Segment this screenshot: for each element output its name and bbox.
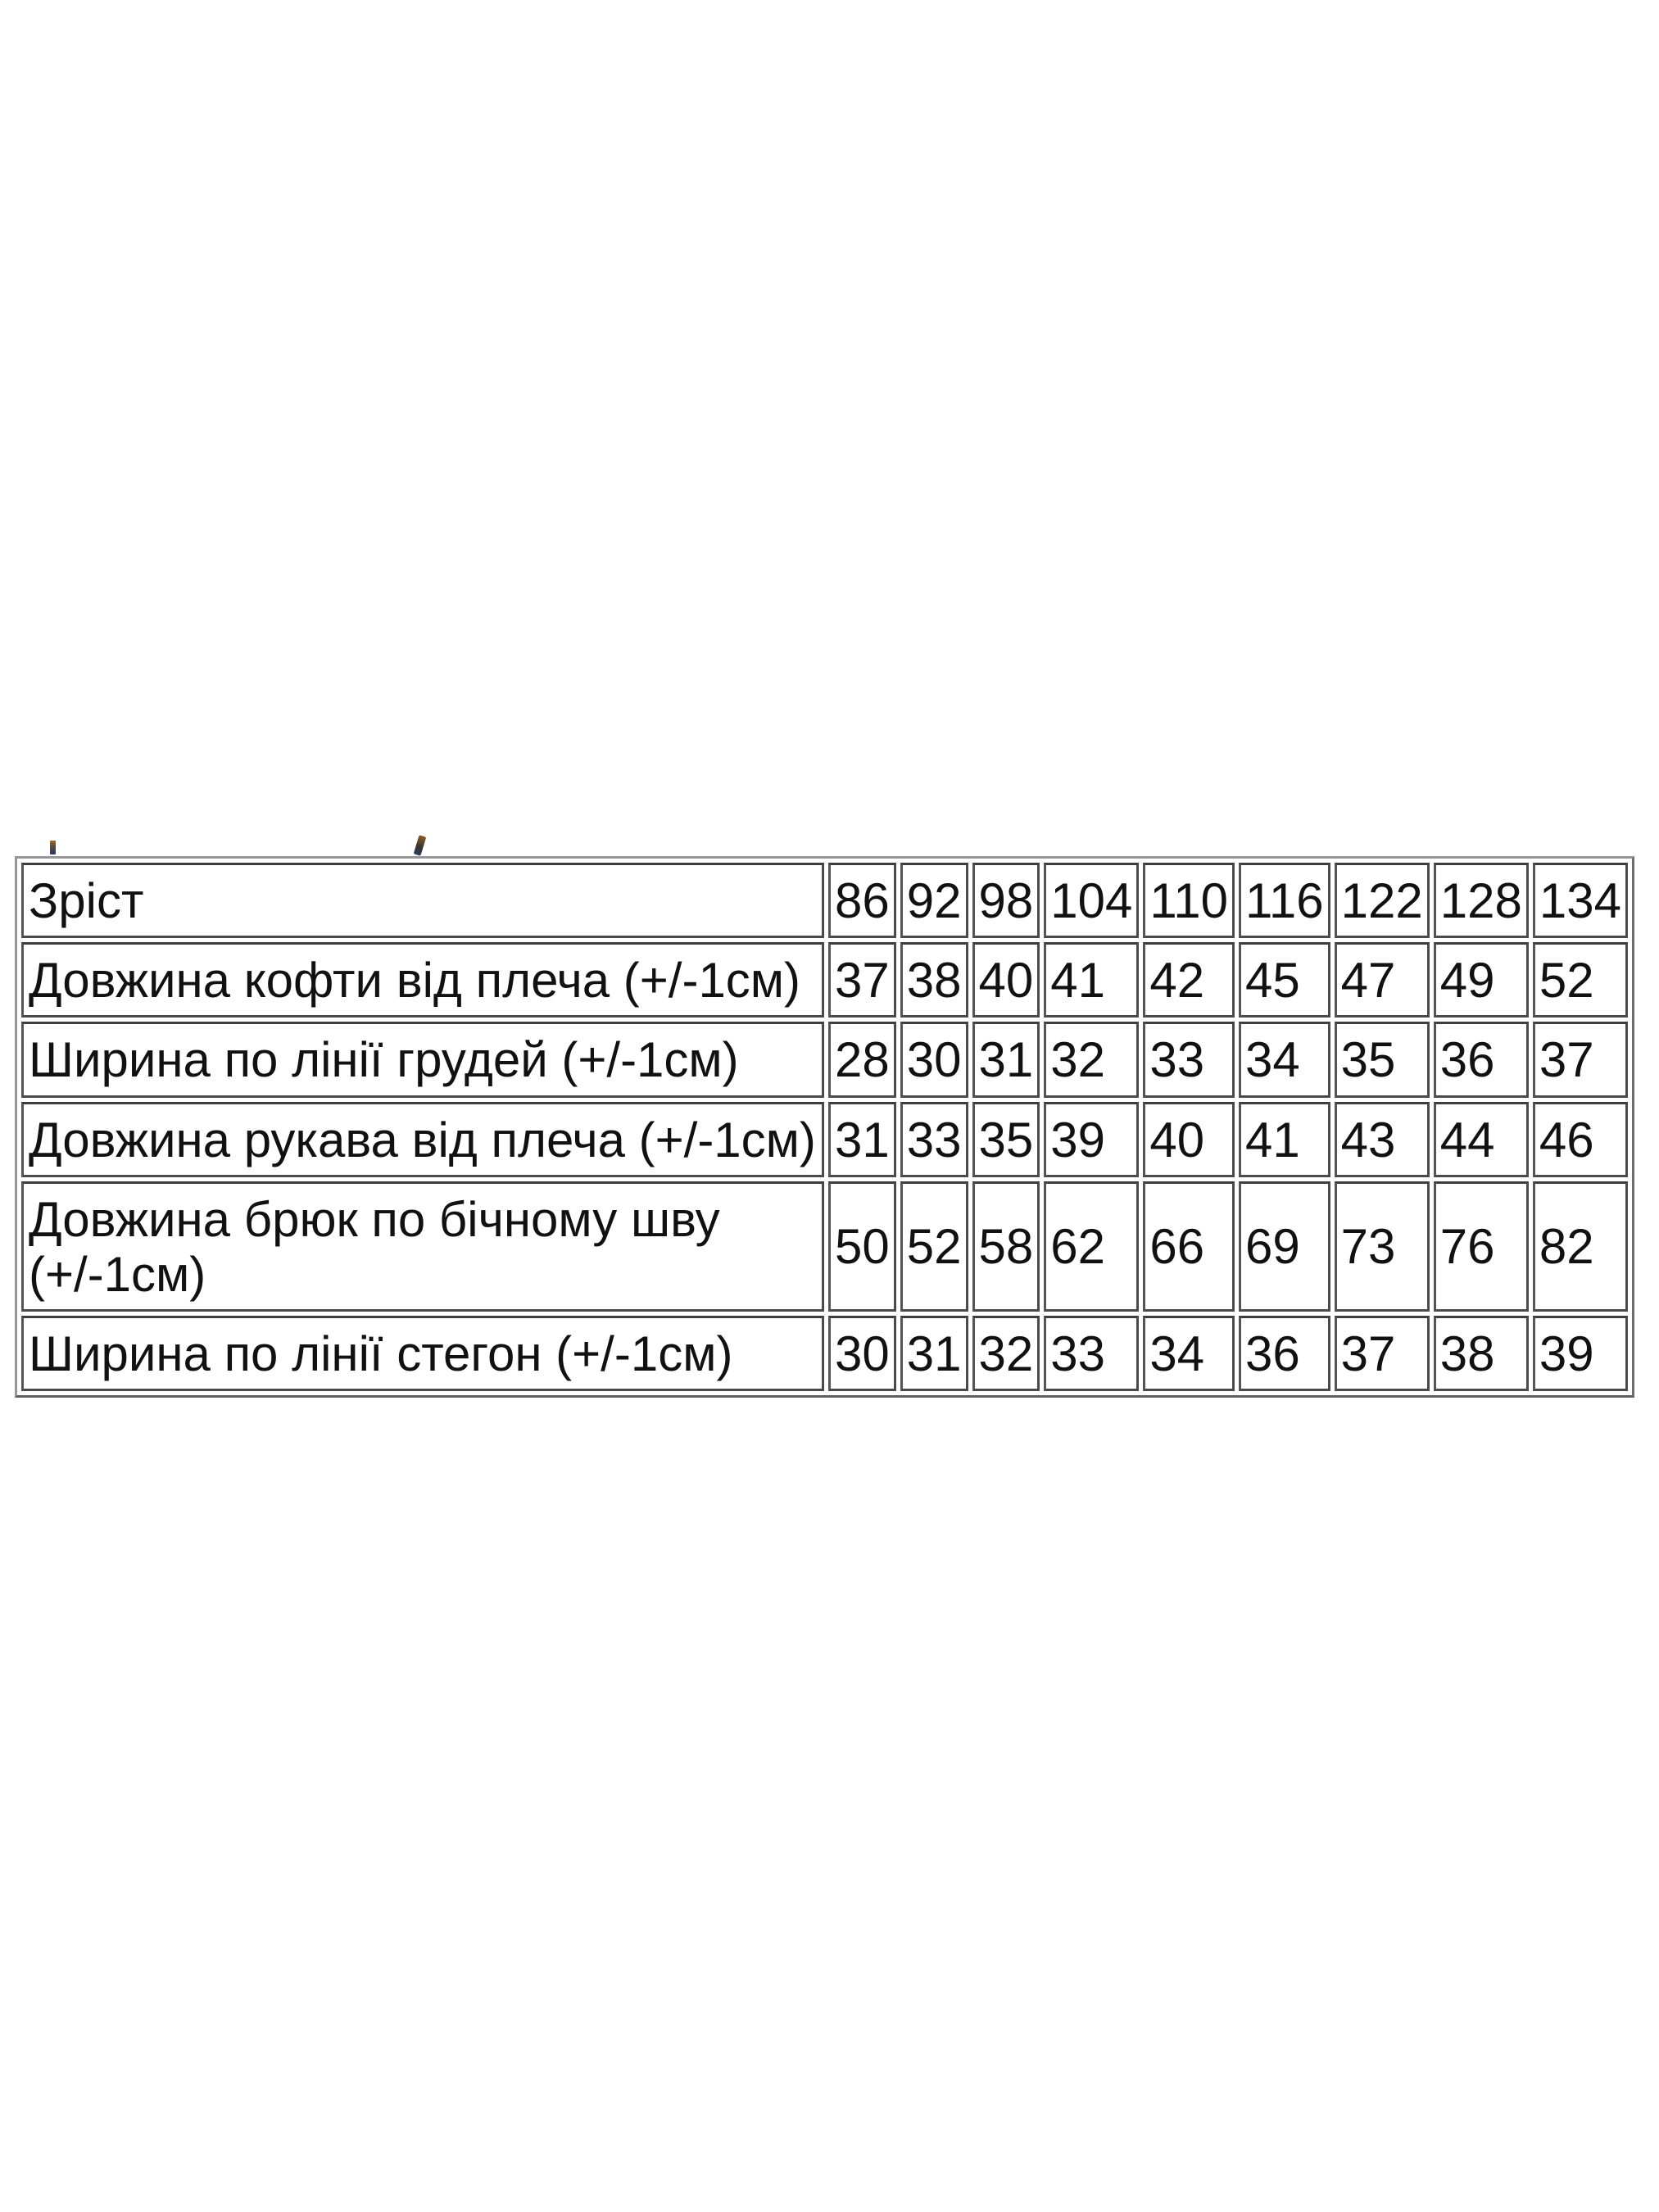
size-cell: 45 <box>1239 942 1330 1018</box>
size-cell: 34 <box>1143 1316 1235 1391</box>
size-cell: 110 <box>1143 863 1235 938</box>
size-cell: 34 <box>1239 1022 1330 1097</box>
size-cell: 58 <box>972 1181 1040 1312</box>
size-cell: 116 <box>1239 863 1330 938</box>
size-cell: 30 <box>900 1022 968 1097</box>
size-cell: 47 <box>1335 942 1430 1018</box>
row-header-hip-width: Ширина по лінії стегон (+/-1см) <box>21 1316 824 1391</box>
size-cell: 33 <box>1044 1316 1139 1391</box>
size-cell: 40 <box>972 942 1040 1018</box>
table-row-height <box>21 863 1628 938</box>
size-cell: 104 <box>1044 863 1139 938</box>
size-cell: 39 <box>1044 1102 1139 1177</box>
size-cell: 46 <box>1533 1102 1628 1177</box>
size-cell: 36 <box>1434 1022 1529 1097</box>
size-cell: 92 <box>900 863 968 938</box>
size-cell: 134 <box>1533 863 1628 938</box>
size-cell: 73 <box>1335 1181 1430 1312</box>
size-cell: 49 <box>1434 942 1529 1018</box>
size-cell: 42 <box>1143 942 1235 1018</box>
size-cell: 37 <box>1335 1316 1430 1391</box>
size-cell: 33 <box>900 1102 968 1177</box>
size-cell: 98 <box>972 863 1040 938</box>
size-cell: 76 <box>1434 1181 1529 1312</box>
row-header-chest-width: Ширина по лінії грудей (+/-1см) <box>21 1022 824 1097</box>
row-header-sleeve-length: Довжина рукава від плеча (+/-1см) <box>21 1102 824 1177</box>
row-header-trouser-length: Довжина брюк по бічному шву (+/-1см) <box>21 1181 824 1312</box>
size-cell: 52 <box>1533 942 1628 1018</box>
table-row-hip-width <box>21 1316 1628 1391</box>
size-cell: 62 <box>1044 1181 1139 1312</box>
size-cell: 35 <box>972 1102 1040 1177</box>
size-cell: 38 <box>1434 1316 1529 1391</box>
size-cell: 52 <box>900 1181 968 1312</box>
size-cell: 37 <box>828 942 896 1018</box>
size-cell: 39 <box>1533 1316 1628 1391</box>
size-cell: 38 <box>900 942 968 1018</box>
size-cell: 69 <box>1239 1181 1330 1312</box>
size-cell: 32 <box>972 1316 1040 1391</box>
size-cell: 43 <box>1335 1102 1430 1177</box>
size-chart-table <box>15 856 1634 1398</box>
row-header-jacket-length: Довжина кофти від плеча (+/-1см) <box>21 942 824 1018</box>
size-cell: 122 <box>1335 863 1430 938</box>
size-cell: 32 <box>1044 1022 1139 1097</box>
size-cell: 50 <box>828 1181 896 1312</box>
size-cell: 33 <box>1143 1022 1235 1097</box>
size-cell: 44 <box>1434 1102 1529 1177</box>
size-cell: 66 <box>1143 1181 1235 1312</box>
cropped-text-artifact-left <box>50 841 56 854</box>
size-chart-body <box>21 863 1628 1391</box>
table-row-chest-width <box>21 1022 1628 1097</box>
size-cell: 35 <box>1335 1022 1430 1097</box>
size-cell: 30 <box>828 1316 896 1391</box>
size-cell: 41 <box>1239 1102 1330 1177</box>
size-cell: 36 <box>1239 1316 1330 1391</box>
size-cell: 31 <box>828 1102 896 1177</box>
table-row-trouser-length <box>21 1181 1628 1312</box>
size-cell: 82 <box>1533 1181 1628 1312</box>
size-cell: 28 <box>828 1022 896 1097</box>
size-cell: 37 <box>1533 1022 1628 1097</box>
table-row-jacket-length <box>21 942 1628 1018</box>
size-cell: 128 <box>1434 863 1529 938</box>
row-header-height: Зріст <box>21 863 824 938</box>
size-cell: 86 <box>828 863 896 938</box>
cropped-text-artifact-right <box>414 835 427 856</box>
size-cell: 40 <box>1143 1102 1235 1177</box>
size-cell: 41 <box>1044 942 1139 1018</box>
table-row-sleeve-length <box>21 1102 1628 1177</box>
size-cell: 31 <box>900 1316 968 1391</box>
size-cell: 31 <box>972 1022 1040 1097</box>
